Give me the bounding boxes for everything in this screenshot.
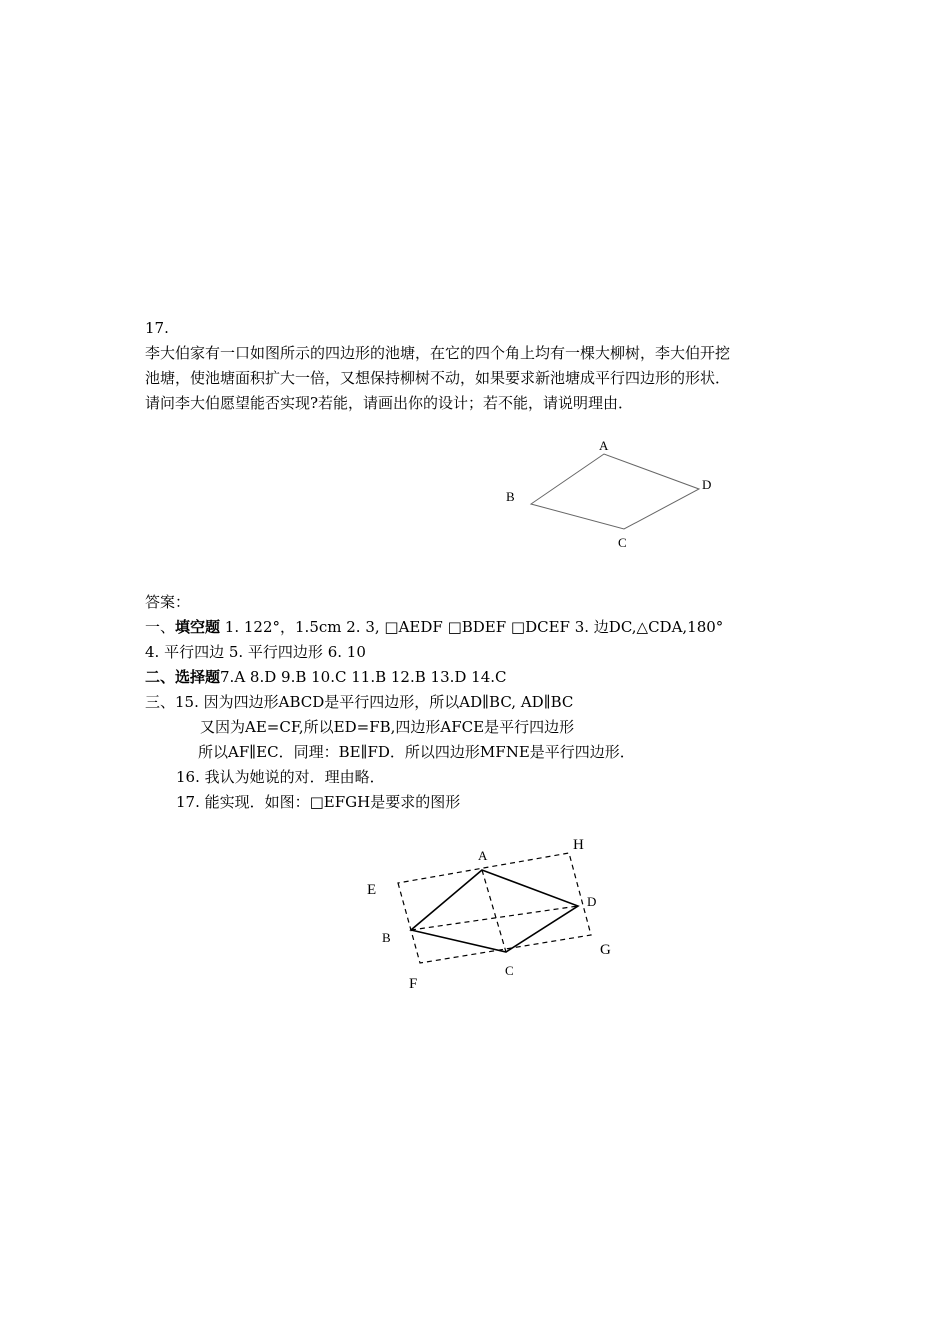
parallelogram-efgh: [398, 853, 591, 963]
answer-section-1-continued: 4. 平行四边 5. 平行四边形 6. 10: [145, 643, 366, 661]
vertex-label-b: B: [506, 489, 515, 504]
vertex-label-b: B: [382, 930, 391, 945]
vertex-label-e: E: [367, 882, 377, 898]
answer-section-3-line-3: 所以AF∥EC．同理：BE∥FD．所以四边形MFNE是平行四边形．: [198, 743, 635, 761]
answer-section-3-line-2: 又因为AE=CF,所以ED=FB,四边形AFCE是平行四边形: [200, 718, 575, 736]
problem-text-line-3: 请问李大伯愿望能否实现?若能，请画出你的设计；若不能，请说明理由．: [145, 394, 634, 412]
vertex-label-c: C: [505, 963, 514, 978]
section-1-title: 填空题: [175, 618, 221, 636]
section-1-prefix: 一、: [145, 618, 176, 636]
vertex-label-a: A: [478, 848, 488, 863]
answer-section-1: [145, 617, 723, 637]
quadrilateral-figure: [500, 435, 720, 555]
answer-section-2: [145, 667, 507, 687]
vertex-label-g: G: [600, 942, 611, 958]
answer-item-17: 17. 能实现．如图：□EFGH是要求的图形: [176, 793, 461, 811]
vertex-label-f: F: [409, 976, 418, 992]
vertex-label-d: D: [587, 894, 597, 909]
problem-text-line-2: 池塘，使池塘面积扩大一倍，又想保持柳树不动，如果要求新池塘成平行四边形的形状．: [145, 369, 731, 387]
answer-heading: 答案：: [145, 593, 191, 611]
problem-text-line-1: 李大伯家有一口如图所示的四边形的池塘，在它的四个角上均有一棵大柳树，李大伯开挖: [145, 344, 731, 362]
section-2-title: 二、选择题: [145, 668, 221, 686]
vertex-label-h: H: [573, 837, 584, 853]
section-2-text: 7.A 8.D 9.B 10.C 11.B 12.B 13.D 14.C: [220, 668, 507, 686]
pond-quadrilateral: [411, 870, 578, 952]
answer-section-3-line-1: 三、15. 因为四边形ABCD是平行四边形，所以AD∥BC, AD∥BC: [145, 693, 574, 711]
vertex-label-d: D: [702, 477, 712, 492]
pond-quadrilateral: [531, 454, 699, 529]
answer-figure: [355, 830, 655, 1000]
section-1-text: 1. 122°，1.5cm 2. 3, □AEDF □BDEF □DCEF 3. 边DC,△CDA,180°: [220, 618, 724, 636]
vertex-label-c: C: [618, 535, 627, 550]
vertex-label-a: A: [599, 438, 609, 453]
problem-number: 17.: [145, 319, 169, 337]
answer-item-16: 16. 我认为她说的对．理由略．: [176, 768, 385, 786]
diagonal-ac: [482, 870, 506, 952]
